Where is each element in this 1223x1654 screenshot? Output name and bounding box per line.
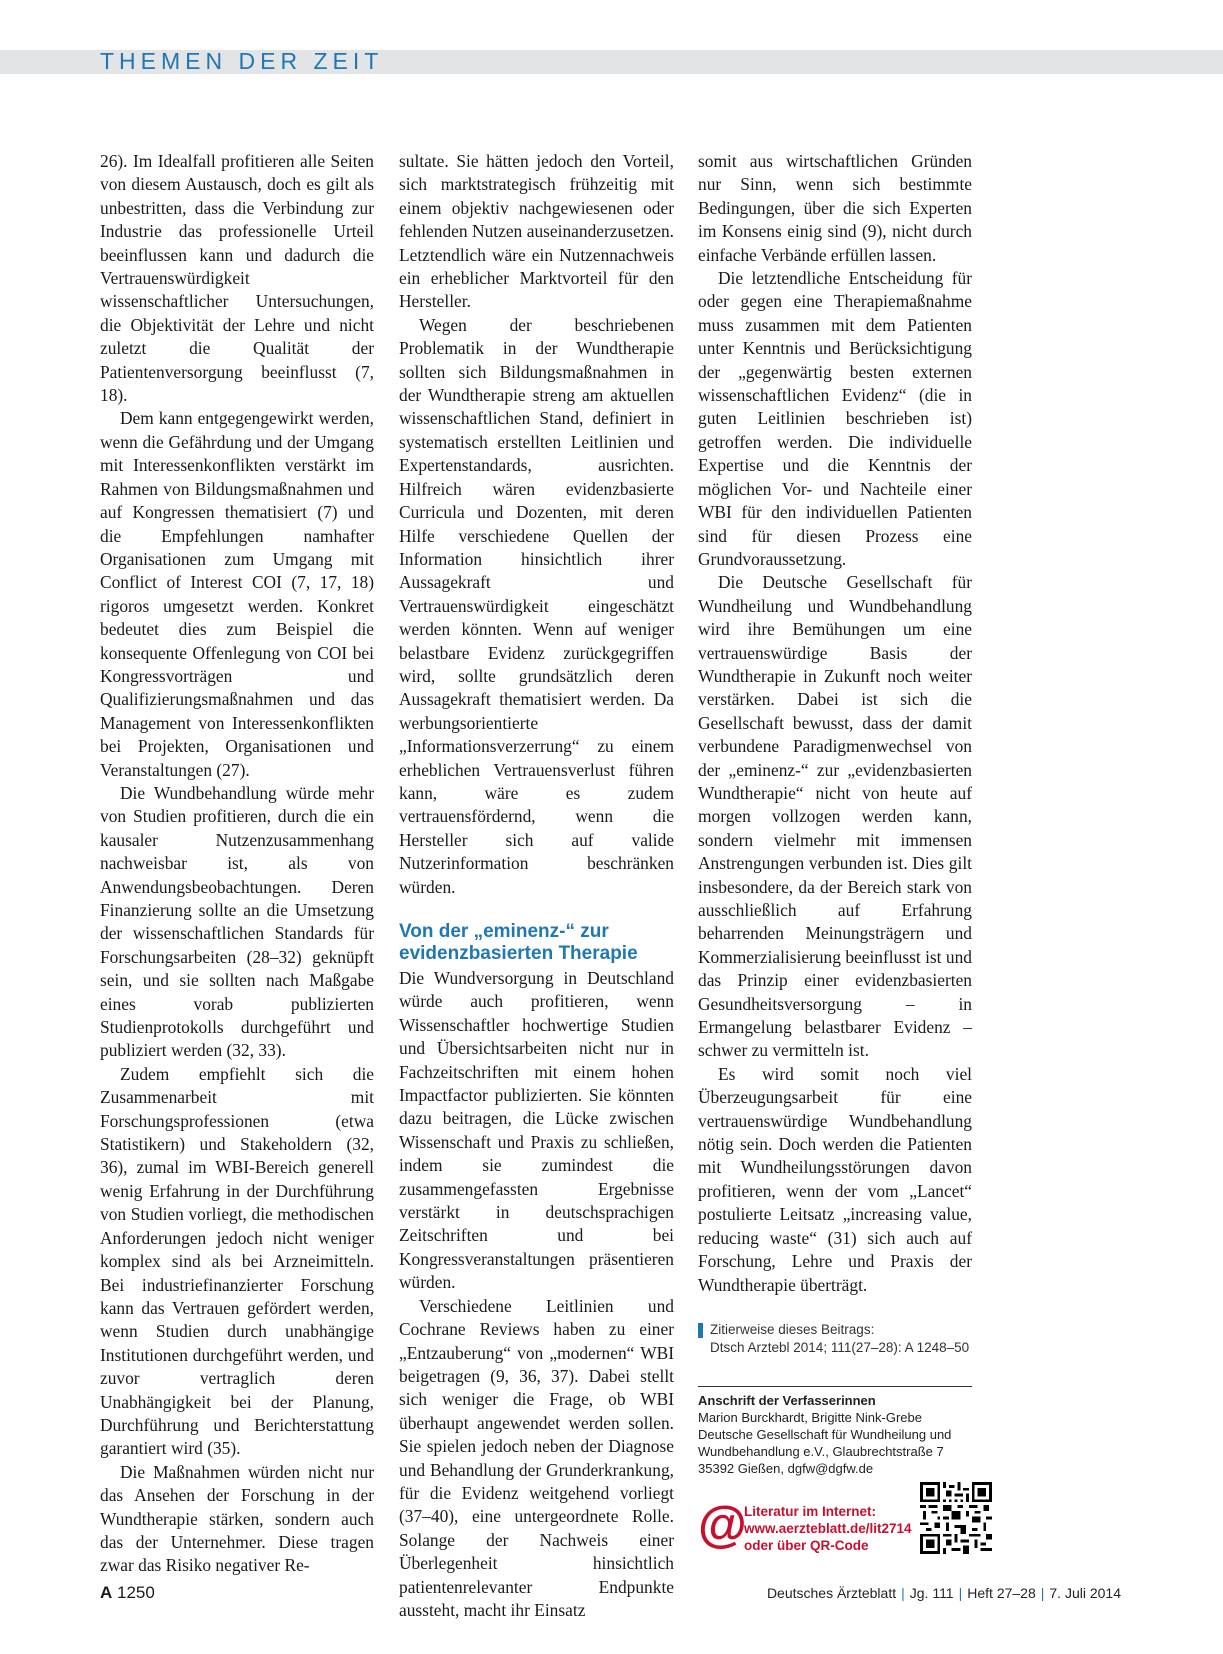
section-label: THEMEN DER ZEIT [100,48,384,74]
column-3 [698,150,972,1297]
paragraph: Die Deutsche Gesellschaft für Wundheilung und Wundbehandlung wird ihre Bemühungen um eine vertrauenswürdige Basis der Wundtherapie in Zukunft noch weiter verstärken. Dabei ist sich die Gesellschaft bewusst, dass der damit verbundene Paradigmenwechsel von der „eminenz-“ zur „evidenzbasierten Wundtherapie“ nicht von heute auf morgen vollzogen werden kann, sondern vielmehr mit immensen Anstrengungen verbunden ist. Dies gilt insbesondere, da der Bereich stark von ausschließlich auf Erfahrung beharrenden Meinungsträgern und Kommerzialisierung beeinflusst ist und das Prinzip einer evidenzbasierten Gesundheitsversorgung – in Ermangelung belastbarer Evidenz – schwer zu vermitteln ist. [698,572,972,1061]
column-1 [100,150,374,1578]
page-number-value: 1250 [117,1583,155,1602]
at-icon: @ [698,1496,747,1552]
journal-volume: Jg. 111 [909,1585,954,1601]
paragraph: Die Maßnahmen würden nicht nur das Ansehen der Forschung in der Wundtherapie stärken, sondern auch das der Unternehmer. Diese tragen zwar das Risiko negativer Re- [100,1461,374,1576]
paragraph: Die Wundbehandlung würde mehr von Studien profitieren, durch die ein kausaler Nutzenzusammenhang nachweisbar ist, als von Anwendungsbeobachtungen. Deren Finanzierung sollte an die Umsetzung der wissenschaftlichen Standards für Forschungsarbeiten (28–32) geknüpft sein, und sie sollten nach Maßgabe eines vorab publizierten Studienprotokolls durchgeführt und publiziert werden (32, 33). [100,782,374,1061]
literature-label: Literatur im Internet: [744,1504,877,1519]
column-2 [399,150,674,1622]
page-prefix: A [100,1583,113,1602]
author-address [698,1392,972,1477]
paragraph: Verschiedene Leitlinien und Cochrane Reviews haben zu einer „Entzauberung“ von „modernen“ WBI beigetragen (9, 36, 37). Dabei stellt sich weniger die Frage, ob WBI überhaupt angewendet werden sollen. Sie spielen jedoch neben der Diagnose und Behandlung der Grunderkrankung, für die Evidenz weitgehend vorliegt (37–40), eine untergeordnete Rolle. Solange der Nachweis einer Überlegenheit hinsichtlich patientenrelevanter Endpunkte aussteht, macht ihr Einsatz [399,1295,674,1620]
paragraph: Die Wundversorgung in Deutschland würde auch profitieren, wenn Wissenschaftler hochwertige Studien und Übersichtsarbeiten nicht nur in Fachzeitschriften mit einem hohen Impactfactor publizierten. Sie könnten dazu beitragen, die Lücke zwischen Wissenschaft und Praxis zu schließen, indem sie zumindest die zusammengefassten Ergebnisse verstärkt in deutschsprachigen Zeitschriften und bei Kongressveranstaltungen präsentieren würden. [399,968,674,1293]
literature-link[interactable]: www.aerzteblatt.de/lit2714 [744,1521,912,1536]
paragraph: 26). Im Idealfall profitieren alle Seiten von diesem Austausch, doch es gilt als unbestritten, dass die Verbindung zur Industrie das professionelle Urteil beeinflussen kann und dadurch die Vertrauenswürdigkeit wissenschaftlicher Untersuchungen, die Objektivität der Lehre und nicht zuletzt die Qualität der Patientenversorgung beeinflusst (7, 18). [100,151,374,406]
paragraph: Wegen der beschriebenen Problematik in der Wundtherapie sollten sich Bildungsmaßnahmen in der Wundtherapie streng am aktuellen wissenschaftlichen Stand, definiert in systematisch erstellten Leitlinien und Expertenstandards, ausrichten. Hilfreich wären evidenzbasierte Curricula und Dozenten, mit deren Hilfe verschiedene Quellen der Information hinsichtlich ihrer Aussagekraft und Vertrauenswürdigkeit eingeschätzt werden könnten. Wenn auf weniger belastbare Evidenz zurückgegriffen wird, sollte grundsätzlich deren Aussagekraft thematisiert werden. Da werbungsorientierte „Informationsverzerrung“ zu einem erheblichen Vertrauensverlust führen kann, wäre es zudem vertrauensfördernd, wenn die Hersteller sich auf valide Nutzerinformation beschränken würden. [399,314,674,897]
citation-marker [698,1323,703,1338]
paragraph: Die letztendliche Entscheidung für oder gegen eine Therapiemaßnahme muss zusammen mit dem Patienten unter Kenntnis und Berücksichtigung der „gegenwärtig besten externen wissenschaftlichen Evidenz“ (die in guten Leitlinien beschrieben ist) getroffen werden. Die individuelle Expertise und die Kenntnis der möglichen Vor- und Nachteile einer WBI für den individuellen Patienten sind für diesen Prozess eine Grundvoraussetzung. [698,268,972,569]
address-line: Deutsche Gesellschaft für Wundheilung und [698,1427,952,1442]
divider [698,1386,972,1387]
literature-qr-note: oder über QR-Code [744,1538,869,1553]
address-line: 35392 Gießen, dgfw@dgfw.de [698,1461,874,1476]
paragraph: sultate. Sie hätten jedoch den Vorteil, sich marktstrategisch frühzeitig mit einem objektiv nachgewiesenen oder fehlenden Nutzen auseinanderzusetzen. Letztendlich wäre ein Nutzennachweis ein erheblicher Marktvorteil für den Hersteller. [399,151,674,312]
journal-name: Deutsches Ärzteblatt [766,1585,897,1601]
journal-issue: Heft 27–28 [967,1585,1036,1601]
paragraph: Dem kann entgegengewirkt werden, wenn die Gefährdung und der Umgang mit Interessenkonflikten verstärkt im Rahmen von Bildungsmaßnahmen und auf Kongressen thematisiert (7) und die Empfehlungen namhafter Organisationen zum Umgang mit Conflict of Interest COI (7, 17, 18) rigoros umgesetzt werden. Konkret bedeutet dies zum Beispiel die konsequente Offenlegung von COI bei Kongressvorträgen und Qualifizierungsmaßnahmen und das Management von Interessenkonflikten bei Projekten, Organisationen und Veranstaltungen (27). [100,408,374,780]
address-line: Wundbehandlung e.V., Glaubrechtstraße 7 [698,1444,944,1459]
page-number [100,1583,155,1603]
citation-box [698,1321,972,1357]
qr-code-icon[interactable] [920,1482,992,1554]
paragraph: Es wird somit noch viel Überzeugungsarbeit für eine vertrauenswürdige Wundbehandlung nötig sein. Doch werden die Patienten mit Wundheilungsstörungen davon profitieren, wenn der vom „Lancet“ postulierte Leitsatz „increasing value, reducing waste“ (31) sich auch auf Forschung, Lehre und Praxis der Wundtherapie überträgt. [698,1063,972,1295]
journal-date: 7. Juli 2014 [1049,1585,1121,1601]
address-heading: Anschrift der Verfasserinnen [698,1393,876,1408]
citation-label: Zitierweise dieses Beitrags: [710,1322,875,1337]
separator: | [1040,1585,1045,1601]
paragraph: somit aus wirtschaftlichen Gründen nur Sinn, wenn sich bestimmte Bedingungen, über die sich Experten im Konsens einig sind (9), nicht durch einfache Verbände erfüllen lassen. [698,151,972,265]
separator: | [958,1585,963,1601]
separator: | [901,1585,905,1601]
address-line: Marion Burckhardt, Brigitte Nink-Grebe [698,1410,922,1425]
paragraph: Zudem empfiehlt sich die Zusammenarbeit mit Forschungsprofessionen (etwa Statistikern) und Stakeholdern (32, 36), zumal im WBI-Bereich generell wenig Erfahrung in der Durchführung von Studien vorliegt, die methodischen Anforderungen jedoch nicht weniger komplex sind als bei Arzneimitteln. Bei industriefinanzierter Forschung kann das Vertrauen gefördert werden, wenn Studien durch unabhängige Institutionen durchgeführt werden, und zuvor vertraglich deren Unabhängigkeit bei der Planung, Durchführung und Berichterstattung garantiert wird (35). [100,1063,374,1459]
subheading: Von der „eminenz-“ zur evidenzbasierten Therapie [399,921,638,964]
journal-footer [767,1585,1121,1601]
citation-reference: Dtsch Arztebl 2014; 111(27–28): A 1248–50 [710,1340,970,1355]
